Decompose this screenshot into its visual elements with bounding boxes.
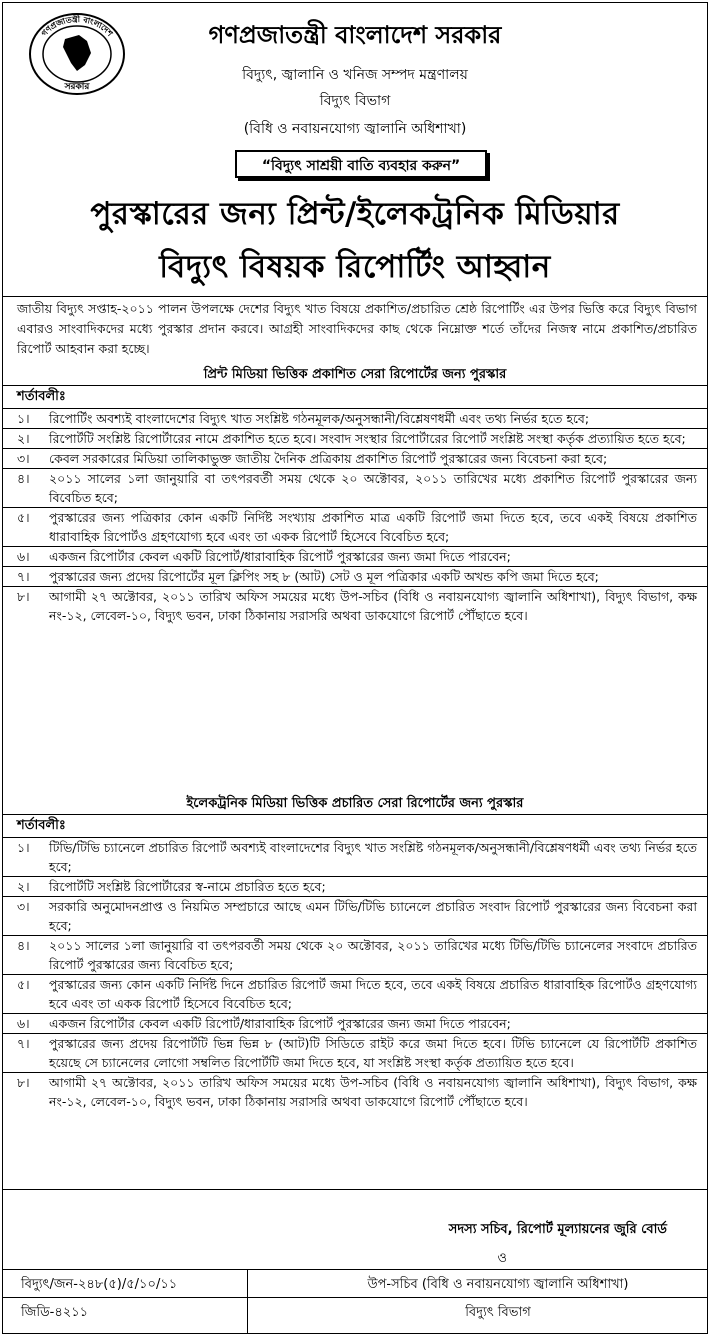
term-item: [3, 428, 707, 448]
print-section-title: প্রিন্ট মিডিয়া ভিত্তিক প্রকাশিত সেরা রিপোর্টের জন্য পুরস্কার: [203, 367, 507, 382]
term-text: ২০১১ সালের ১লা জানুয়ারি বা তৎপরবর্তী সময় থেকে ২০ অক্টোবর, ২০১১ তারিখের মধ্যে প্রকাশিত রিপোর্ট পুরস্কারের জন্য বিবেচিত হবে;: [49, 471, 697, 505]
term-item: [3, 974, 707, 1013]
term-text: সরকারি অনুমোদনপ্রাপ্ত ও নিয়মিত সম্প্রচারে আছে এমন টিভি/টিভি চ্যানেলে প্রচারিত সংবাদ রিপোর্ট পুরস্কারের জন্য বিবেচনা করা হবে;: [49, 899, 697, 933]
government-title: গণপ্রজাতন্ত্রী বাংলাদেশ সরকার: [208, 21, 502, 49]
term-number: ৬।: [17, 1016, 30, 1031]
term-text: পুরস্কারের জন্য প্রদেয় রিপোর্টটি ভিন্ন ভিন্ন ৮ (আট)টি সিডিতে রাইট করে জমা দিতে হবে। টিভি চ্যানেলে যে রিপোর্টটি প্রকাশিত হয়েছে সে চ্যানেলের লোগো সম্বলিত রিপোর্টটি জমা দিতে হবে, যা সংশ্লিষ্ট সংস্থা কর্তৃক প্রত্যায়িত হতে হবে।: [49, 1036, 697, 1070]
term-number: ১।: [17, 411, 30, 426]
electronic-terms-list: [3, 837, 707, 1111]
print-terms-list: [3, 408, 707, 625]
term-number: ৬।: [17, 549, 30, 564]
seal-text-bottom: সরকার: [64, 82, 90, 92]
term-text: একজন রিপোর্টার কেবল একটি রিপোর্ট/ধারাবাহিক রিপোর্ট পুরস্কারের জন্য জমা দিতে পারবেন;: [49, 1016, 511, 1031]
intro-paragraph: জাতীয় বিদ্যুৎ সপ্তাহ-২০১১ পালন উপলক্ষে দেশের বিদ্যুৎ খাত বিষয়ে প্রকাশিত/প্রচারিত শ্রেষ্ঠ রিপোর্টিং এর উপর ভিত্তি করে বিদ্যুৎ বিভাগ এবারও সাংবাদিকদের মধ্যে পুরস্কার প্রদান করবে। আগ্রহী সাংবাদিকদের কাছ থেকে নিম্নোক্ত শর্তে তাঁদের নিজস্ব নামে প্রকাশিত/প্রচারিত রিপোর্ট আহবান করা হচ্ছে।: [17, 301, 697, 356]
term-number: ৭।: [17, 1036, 30, 1051]
term-item: [3, 1033, 707, 1072]
term-number: ৪।: [17, 471, 30, 486]
term-item: [3, 507, 707, 546]
notice-page: [2, 2, 708, 1334]
headline-line-1: পুরস্কারের জন্য প্রিন্ট/ইলেকট্রনিক মিডিয়ার: [90, 196, 620, 232]
term-text: ২০১১ সালের ১লা জানুয়ারি বা তৎপরবর্তী সময় থেকে ২০ অক্টোবর, ২০১১ তারিখের মধ্যে টিভি/টিভি চ্যানেলের সংবাদে প্রচারিত রিপোর্ট পুরস্কারের জন্য বিবেচিত হবে;: [49, 938, 697, 972]
term-number: ৫।: [17, 977, 30, 992]
signature-line-1: সদস্য সচিব, রিপোর্ট মূল্যায়নের জুরি বোর্ড: [448, 1222, 667, 1237]
signature-line-3: উপ-সচিব (বিধি ও নবায়নযোগ্য জ্বালানি অধিশাখা): [367, 1277, 629, 1292]
term-item: [3, 566, 707, 586]
divider: [3, 1297, 707, 1298]
headline-line-2: বিদ্যুৎ বিষয়ক রিপোর্টিং আহ্বান: [159, 249, 551, 285]
term-item: [3, 586, 707, 625]
footer-divider: [247, 1269, 248, 1333]
divider: [3, 296, 707, 297]
term-item: [3, 896, 707, 935]
slogan-box: “বিদ্যুৎ সাশ্রয়ী বাতি ব্যবহার করুন”: [235, 150, 487, 178]
term-item: [3, 1072, 707, 1111]
signature-line-2: ও: [497, 1251, 507, 1266]
term-number: ২।: [17, 431, 30, 446]
term-item: [3, 408, 707, 428]
divider: [3, 385, 707, 386]
term-item: [3, 837, 707, 876]
term-text: টিভি/টিভি চ্যানেলে প্রচারিত রিপোর্ট অবশ্যই বাংলাদেশের বিদ্যুৎ খাত সংশ্লিষ্ট গঠনমূলক/অনুসন্ধানী/বিশ্লেষণধর্মী এবং তথ্য নির্ভর হতে হবে;: [49, 840, 697, 874]
term-text: একজন রিপোর্টার কেবল একটি রিপোর্ট/ধারাবাহিক রিপোর্ট পুরস্কারের জন্য জমা দিতে পারবেন;: [49, 549, 511, 564]
term-text: আগামী ২৭ অক্টোবর, ২০১১ তারিখ অফিস সময়ের মধ্যে উপ-সচিব (বিধি ও নবায়নযোগ্য জ্বালানি অধিশাখা), বিদ্যুৎ বিভাগ, কক্ষ নং-১২, লেবেল-১০, বিদ্যুৎ ভবন, ঢাকা ঠিকানায় সরাসরি অথবা ডাকযোগে রিপোর্ট পৌঁছাতে হবে।: [49, 589, 697, 623]
term-number: ৩।: [17, 899, 30, 914]
term-item: [3, 876, 707, 896]
electronic-terms-label: শর্তাবলীঃ: [17, 818, 66, 833]
term-text: পুরস্কারের জন্য প্রদেয় রিপোর্টের মূল ক্লিপিং সহ ৮ (আট) সেট ও মূল পত্রিকার একটি অখন্ড কপি জমা দিতে হবে;: [49, 569, 599, 584]
divider: [3, 1189, 707, 1190]
term-number: ৫।: [17, 510, 30, 525]
term-item: [3, 546, 707, 566]
print-terms-label: শর্তাবলীঃ: [17, 389, 66, 404]
term-text: রিপোর্টিং অবশ্যই বাংলাদেশের বিদ্যুৎ খাত সংশ্লিষ্ট গঠনমূলক/অনুসন্ধানী/বিশ্লেষণধর্মী এবং তথ্য নির্ভর হতে হবে;: [49, 411, 590, 426]
term-text: পুরস্কারের জন্য পত্রিকার কোন একটি নির্দিষ্ট সংখ্যায় প্রকাশিত মাত্র একটি রিপোর্ট জমা দিতে হবে, তবে একই বিষয়ে প্রকাশিত ধারাবাহিক রিপোর্টও গ্রহণযোগ্য হবে এবং তা একক রিপোর্ট হিসেবে বিবেচিত হবে;: [49, 510, 697, 544]
signature-line-4: বিদ্যুৎ বিভাগ: [465, 1305, 531, 1320]
term-number: ৮।: [17, 589, 30, 604]
term-number: ১।: [17, 840, 30, 855]
memo-number: বিদ্যুৎ/জন-২৪৮(৫)/৫/১০/১১: [21, 1277, 178, 1292]
term-item: [3, 935, 707, 974]
division-name: বিদ্যুৎ বিভাগ: [319, 93, 391, 109]
term-text: কেবল সরকারের মিডিয়া তালিকাভুক্ত জাতীয় দৈনিক প্রত্রিকায় প্রকাশিত রিপোর্ট পুরস্কারের জন্য বিবেচনা করা হবে;: [49, 451, 608, 466]
ministry-name: বিদ্যুৎ, জ্বালানি ও খনিজ সম্পদ মন্ত্রণালয়: [242, 67, 468, 83]
term-item: [3, 448, 707, 468]
term-number: ৪।: [17, 938, 30, 953]
seal-text-top: গণপ্রজাতন্ত্রী বাংলাদেশ: [39, 14, 115, 39]
term-item: [3, 1013, 707, 1033]
branch-name: (বিধি ও নবায়নযোগ্য জ্বালানি অধিশাখা): [243, 121, 467, 137]
electronic-section-title: ইলেকট্রনিক মিডিয়া ভিত্তিক প্রচারিত সেরা রিপোর্টের জন্য পুরস্কার: [186, 796, 524, 811]
term-text: পুরস্কারের জন্য কোন একটি নির্দিষ্ট দিনে প্রচারিত রিপোর্ট জমা দিতে হবে, তবে একই বিষয়ে প্রচারিত ধারাবাহিক রিপোর্টও গ্রহণযোগ্য হবে এবং তা একক রিপোর্ট হিসেবে বিবেচিত হবে;: [49, 977, 697, 1011]
term-number: ৭।: [17, 569, 30, 584]
divider: [3, 1269, 707, 1270]
gd-code: জিডি-৪২১১: [21, 1305, 89, 1320]
term-text: রিপোর্টটি সংশ্লিষ্ট রিপোর্টারের নামে প্রকাশিত হতে হবে। সংবাদ সংস্থার রিপোর্টারের রিপোর্ট সংশ্লিষ্ট সংস্থা কর্তৃক প্রত্যায়িত হতে হবে;: [49, 431, 686, 446]
term-number: ৩।: [17, 451, 30, 466]
term-text: আগামী ২৭ অক্টোবর, ২০১১ তারিখ অফিস সময়ের মধ্যে উপ-সচিব (বিধি ও নবায়নযোগ্য জ্বালানি অধিশাখা), বিদ্যুৎ বিভাগ, কক্ষ নং-১২, লেবেল-১০, বিদ্যুৎ ভবন, ঢাকা ঠিকানায় সরাসরি অথবা ডাকযোগে রিপোর্ট পৌঁছাতে হবে।: [49, 1075, 697, 1109]
term-item: [3, 468, 707, 507]
term-text: রিপোর্টটি সংশ্লিষ্ট রিপোর্টারের স্ব-নামে প্রচারিত হতে হবে;: [49, 879, 326, 894]
divider: [3, 814, 707, 815]
term-number: ৮।: [17, 1075, 30, 1090]
term-number: ২।: [17, 879, 30, 894]
